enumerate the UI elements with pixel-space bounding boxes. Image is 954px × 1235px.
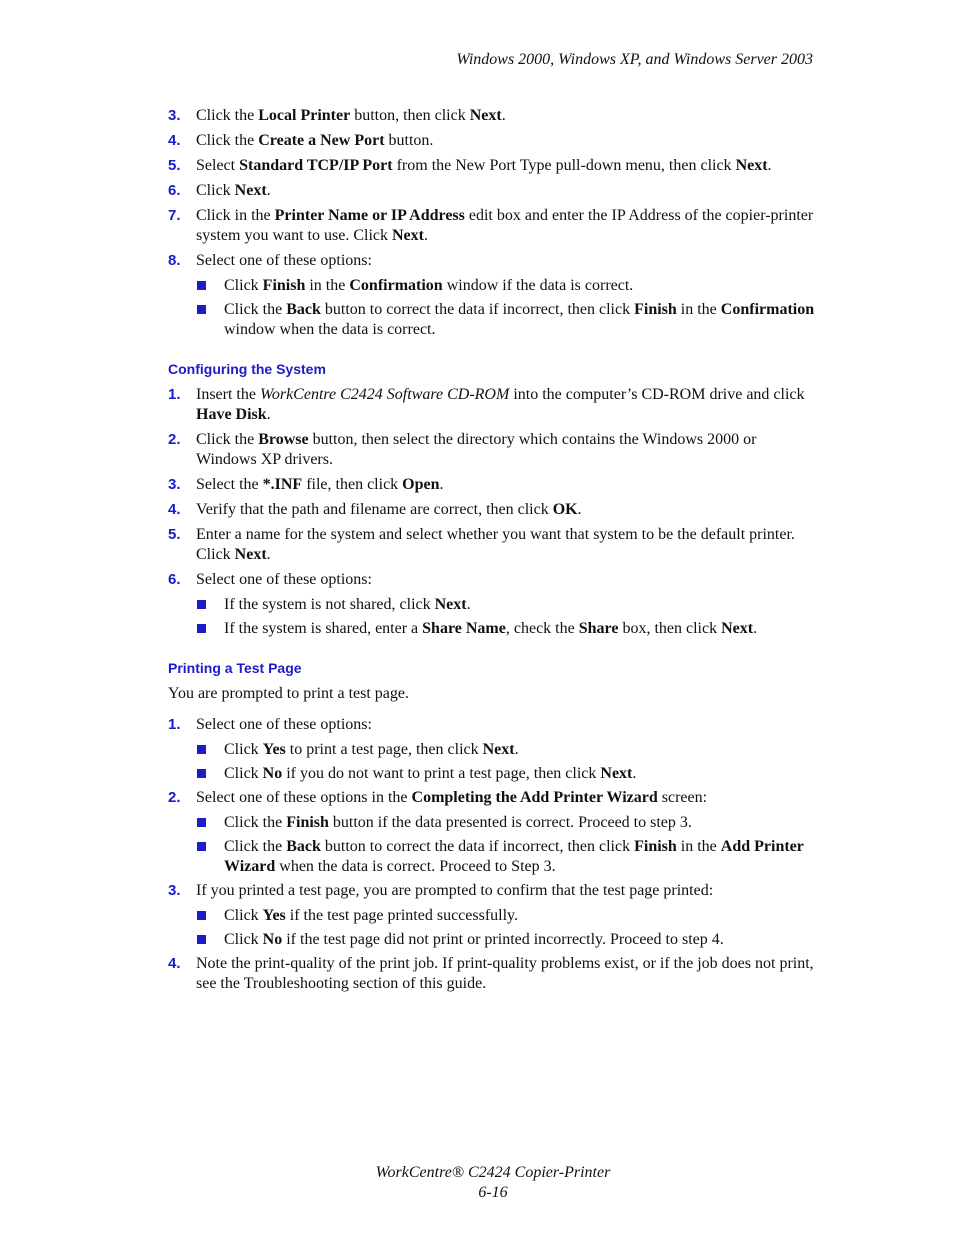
square-bullet-icon — [197, 745, 206, 754]
text-run: , check the — [505, 620, 579, 637]
step-number: 4. — [168, 955, 181, 972]
text-run: file, then click — [302, 476, 403, 493]
square-bullet-icon — [197, 842, 206, 851]
step-item — [168, 881, 818, 901]
step-number: 2. — [168, 789, 181, 806]
text-run: Click the — [196, 431, 259, 448]
bold-term: Next — [469, 107, 502, 124]
step-item — [168, 106, 818, 126]
text-run: in the — [676, 301, 721, 318]
confirmation-options — [168, 276, 818, 340]
text-run: Click — [224, 277, 263, 294]
step-number: 3. — [168, 476, 181, 493]
bold-term: Next — [391, 227, 424, 244]
step-item — [168, 500, 818, 520]
step-number: 1. — [168, 716, 181, 733]
text-run: Note the print-quality of the print job. If print-quality problems exist, or if the job does not print, see the Troubleshooting section of this guide. — [196, 955, 814, 992]
text-run: Click the — [196, 107, 259, 124]
text-run: . — [466, 596, 471, 613]
text-run: screen: — [657, 789, 708, 806]
page-number: 6-16 — [478, 1184, 508, 1201]
square-bullet-icon — [197, 600, 206, 609]
text-run: Click — [196, 182, 235, 199]
bold-term: No — [262, 765, 283, 782]
footer-title: WorkCentre® C2424 Copier-Printer — [375, 1164, 611, 1181]
bold-term: Next — [234, 182, 267, 199]
text-run: Click — [224, 765, 263, 782]
text-run: window if the data is correct. — [442, 277, 634, 294]
text-run: Select one of these options: — [196, 571, 372, 588]
bold-term: Finish — [634, 301, 677, 318]
bold-term: Finish — [634, 838, 677, 855]
text-run: if the test page did not print or printed incorrectly. Proceed to step 4. — [282, 931, 724, 948]
bullet-item — [168, 619, 818, 639]
step-item — [168, 251, 818, 271]
text-run: Select — [196, 157, 240, 174]
text-run: . — [439, 476, 444, 493]
step-item — [168, 156, 818, 176]
bullet-item — [168, 595, 818, 615]
step-item — [168, 206, 818, 246]
step-item — [168, 954, 818, 994]
step-number: 4. — [168, 132, 181, 149]
text-run: button, then select the directory which contains the Windows 2000 or Windows XP drivers. — [196, 431, 757, 468]
step-item — [168, 788, 818, 808]
text-run: in the — [305, 277, 350, 294]
bold-term: Back — [286, 301, 321, 318]
text-run: when the data is correct. Proceed to Step 3. — [275, 858, 556, 875]
step-item — [168, 715, 818, 735]
running-header: Windows 2000, Windows XP, and Windows Server 2003 — [456, 51, 813, 68]
bold-term: Back — [286, 838, 321, 855]
bold-term: Next — [735, 157, 768, 174]
square-bullet-icon — [197, 624, 206, 633]
text-run: Select one of these options in the — [196, 789, 412, 806]
square-bullet-icon — [197, 769, 206, 778]
bold-term: Next — [482, 741, 515, 758]
bold-term: Share — [578, 620, 619, 637]
text-run: in the — [676, 838, 721, 855]
bold-term: *.INF — [262, 476, 303, 493]
step-number: 8. — [168, 252, 181, 269]
text-run: button, then click — [350, 107, 470, 124]
text-run: edit box and enter the IP Address of the copier-printer system you want to use. Click — [196, 207, 814, 244]
bold-term: Next — [600, 765, 633, 782]
bold-term: Printer Name or IP Address — [274, 207, 465, 224]
text-run: . — [266, 546, 271, 563]
step-number: 4. — [168, 501, 181, 518]
text-run: Enter a name for the system and select whether you want that system to be the default printer. Click — [196, 526, 795, 563]
text-run: to print a test page, then click — [285, 741, 483, 758]
bold-term: Completing the Add Printer Wizard — [411, 789, 658, 806]
intro-paragraph: You are prompted to print a test page. — [168, 685, 409, 702]
text-run: Click the — [224, 838, 287, 855]
bold-term: Open — [402, 476, 440, 493]
bold-term: Share Name — [422, 620, 506, 637]
text-run: from the New Port Type pull-down menu, then click — [392, 157, 736, 174]
text-run: if the test page printed successfully. — [285, 907, 519, 924]
text-run: . — [423, 227, 428, 244]
square-bullet-icon — [197, 281, 206, 290]
step-number: 5. — [168, 526, 181, 543]
bold-term: Browse — [258, 431, 309, 448]
text-run: Verify that the path and filename are correct, then click — [196, 501, 553, 518]
text-run: if you do not want to print a test page, then click — [282, 765, 601, 782]
text-run: Click the — [196, 132, 259, 149]
bold-term: Standard TCP/IP Port — [239, 157, 393, 174]
text-run: . — [753, 620, 758, 637]
bullet-item — [168, 764, 818, 784]
text-run: . — [767, 157, 772, 174]
text-run: . — [501, 107, 506, 124]
section-heading-configuring: Configuring the System — [168, 361, 326, 377]
text-run: button to correct the data if incorrect, then click — [320, 838, 635, 855]
step-item — [168, 570, 818, 590]
bullet-item — [168, 740, 818, 760]
test-page-steps — [168, 715, 818, 994]
text-run: Click in the — [196, 207, 275, 224]
text-run: . — [632, 765, 637, 782]
text-run: Click — [224, 931, 263, 948]
text-run: Click — [224, 741, 263, 758]
text-run: . — [514, 741, 519, 758]
step-item — [168, 131, 818, 151]
text-run: Click — [224, 907, 263, 924]
text-run: . — [577, 501, 582, 518]
bold-term: Next — [234, 546, 267, 563]
text-run: Click the — [224, 814, 287, 831]
bold-term: Confirmation — [349, 277, 443, 294]
step-number: 6. — [168, 182, 181, 199]
bold-term: Add Printer Wizard — [224, 838, 804, 875]
bold-term: OK — [552, 501, 578, 518]
step-number: 5. — [168, 157, 181, 174]
bullet-item — [168, 837, 818, 877]
bullet-item — [168, 906, 818, 926]
text-run: Click the — [224, 301, 287, 318]
bold-term: Finish — [286, 814, 329, 831]
bullet-item — [168, 930, 818, 950]
square-bullet-icon — [197, 935, 206, 944]
section-heading-test-page: Printing a Test Page — [168, 660, 302, 676]
text-run: button if the data presented is correct. Proceed to step 3. — [328, 814, 692, 831]
bold-term: Yes — [262, 741, 286, 758]
text-run: button to correct the data if incorrect, then click — [320, 301, 635, 318]
bold-term: Next — [434, 596, 467, 613]
square-bullet-icon — [197, 305, 206, 314]
share-options — [168, 595, 818, 639]
configuring-steps — [168, 430, 818, 590]
text-run: . — [266, 182, 271, 199]
bold-term: Create a New Port — [258, 132, 385, 149]
printer-port-steps — [168, 106, 818, 271]
text-run: button. — [384, 132, 434, 149]
bullet-item — [168, 300, 818, 340]
text-run: If the system is not shared, click — [224, 596, 435, 613]
text-run: Select one of these options: — [196, 716, 372, 733]
step-item: 1. Insert the WorkCentre C2424 Software CD-ROM into the computer’s CD-ROM drive and click Have Disk. — [168, 386, 805, 423]
bullet-item — [168, 276, 818, 296]
step-number: 7. — [168, 207, 181, 224]
step-number: 2. — [168, 431, 181, 448]
bullet-item — [168, 813, 818, 833]
bold-term: No — [262, 931, 283, 948]
bold-term: Local Printer — [258, 107, 351, 124]
text-run: If you printed a test page, you are prompted to confirm that the test page printed: — [196, 882, 714, 899]
step-number: 3. — [168, 107, 181, 124]
step-number: 6. — [168, 571, 181, 588]
bold-term: Finish — [262, 277, 306, 294]
text-run: Select one of these options: — [196, 252, 372, 269]
bold-term: Next — [721, 620, 754, 637]
text-run: Select the — [196, 476, 263, 493]
step-item — [168, 525, 818, 565]
bold-term: Yes — [262, 907, 286, 924]
step-item — [168, 430, 818, 470]
text-run: box, then click — [618, 620, 722, 637]
text-run: window when the data is correct. — [224, 321, 436, 338]
step-item — [168, 181, 818, 201]
text-run: If the system is shared, enter a — [224, 620, 423, 637]
page-content — [168, 106, 818, 999]
square-bullet-icon — [197, 818, 206, 827]
bold-term: Confirmation — [720, 301, 815, 318]
step-item — [168, 475, 818, 495]
page-footer — [0, 1163, 954, 1203]
step-number: 1. — [168, 386, 181, 403]
square-bullet-icon — [197, 911, 206, 920]
step-number: 3. — [168, 882, 181, 899]
